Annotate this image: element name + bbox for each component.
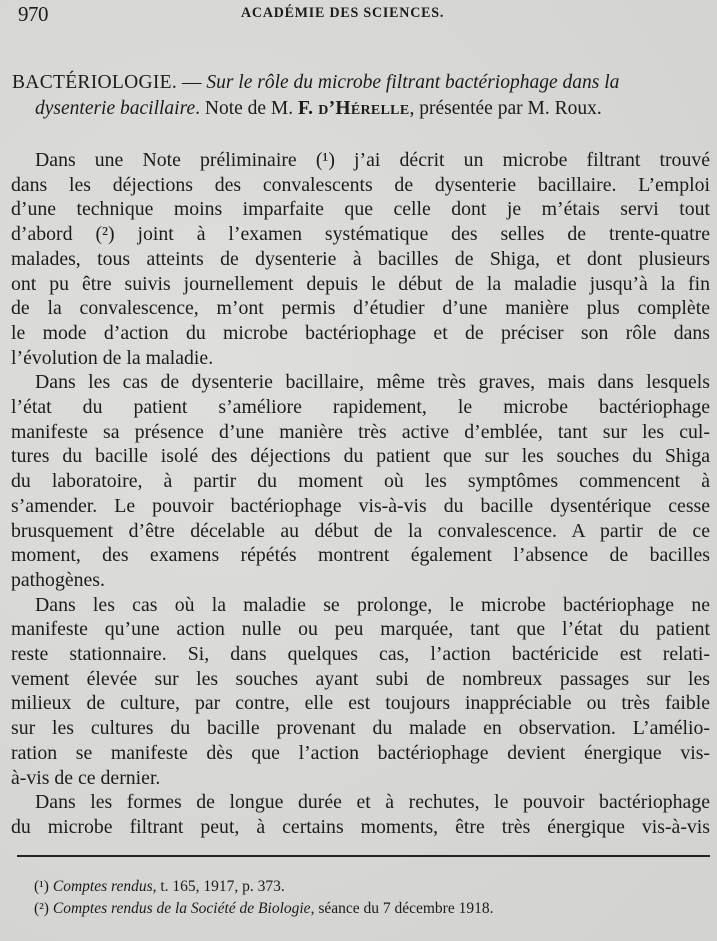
footnote-details: , t. 165, 1917, p. 373. — [152, 878, 285, 895]
text-line: reste stationnaire. Si, dans quelques cas, l’action bactéricide est relati- — [11, 643, 710, 666]
title-line-2 — [12, 96, 712, 122]
text-line: malades, tous atteints de dysenterie à bacilles de Shiga, et dont plusieurs — [11, 247, 710, 270]
body-text — [11, 148, 710, 840]
text-line: dans les déjections des convalescents de dysenterie bacillaire. L’emploi — [11, 173, 710, 196]
footnote-1 — [34, 876, 493, 898]
title-text-part-2: dysenterie bacillaire — [35, 98, 196, 119]
text-line: manifeste qu’une action nulle ou peu marquée, tant que l’état du patient — [11, 618, 710, 641]
footnote-divider — [17, 855, 710, 857]
section-label: BACTÉRIOLOGIE. — [12, 72, 178, 93]
running-head — [18, 2, 717, 26]
article-title — [12, 70, 712, 122]
text-line: Dans les cas où la maladie se prolonge, le microbe bactériophage ne — [35, 593, 710, 616]
text-line: ration se manifeste dès que l’action bactériophage devient énergique vis- — [11, 741, 710, 764]
text-line: l’état du patient s’améliore rapidement, le microbe bactériophage — [11, 396, 710, 419]
text-line: brusquement d’être décelable au début de la convalescence. A partir de ce — [11, 519, 710, 542]
paragraph-4 — [11, 790, 710, 839]
footnote-source: Comptes rendus de la Société de Biologie — [52, 900, 311, 917]
paragraph-3 — [11, 593, 710, 791]
note-suffix: , présentée par M. Roux. — [409, 98, 602, 119]
text-line: milieux de culture, par contre, elle est toujours inappréciable ou très faible — [11, 692, 710, 715]
author-name: d’Hérelle — [313, 98, 410, 119]
text-line: vement élevée sur les souches ayant subi de nombreux passages sur les — [11, 667, 710, 690]
text-line: du microbe filtrant peut, à certains moments, être très énergique vis-à-vis — [11, 815, 710, 838]
page-number: 970 — [18, 2, 48, 26]
footnote-details: , séance du 7 décembre 1918. — [310, 900, 494, 917]
footnote-marker: (²) — [34, 900, 53, 917]
footnote-2 — [34, 898, 493, 920]
text-line: pathogènes. — [11, 568, 105, 591]
note-prefix: . Note de M. — [195, 98, 299, 119]
paragraph-2 — [11, 370, 710, 592]
text-line: moment, des examens répétés montrent également l’absence de bacilles — [11, 544, 710, 567]
text-line: Dans une Note préliminaire (¹) j’ai décrit un microbe filtrant trouvé — [35, 149, 710, 171]
text-line: d’abord (²) joint à l’examen systématique des selles de trente-quatre — [11, 223, 710, 246]
footnotes — [34, 876, 493, 920]
text-line: le mode d’action du microbe bactériophage et de préciser son rôle dans — [11, 321, 710, 344]
text-line: ont pu être suivis journellement depuis le début de la maladie jusqu’à la fin — [11, 272, 710, 295]
title-line-1 — [12, 70, 712, 96]
text-line: Dans les formes de longue durée et à rechutes, le pouvoir bactériophage — [35, 791, 710, 814]
text-line: d’une technique moins imparfaite que celle dont je m’étais servi tout — [11, 198, 710, 221]
text-line: à-vis de ce dernier. — [11, 766, 161, 789]
text-line: manifeste sa présence d’une manière très active d’emblée, tant sur les cul- — [11, 420, 710, 443]
text-line: tures du bacille isolé des déjections du patient que sur les souches du Shiga — [11, 445, 710, 468]
text-line: l’évolution de la maladie. — [11, 346, 214, 369]
footnote-source: Comptes rendus — [52, 878, 153, 895]
paragraph-1 — [11, 148, 710, 370]
title-text-part-1: Sur le rôle du microbe filtrant bactériophage dans la — [206, 72, 620, 93]
text-line: du laboratoire, à partir du moment où les symptômes commencent à — [11, 470, 710, 493]
title-dash: — — [177, 72, 207, 93]
author-initial: F. — [298, 98, 314, 119]
text-line: Dans les cas de dysenterie bacillaire, même très graves, mais dans lesquels — [35, 371, 710, 394]
footnote-marker: (¹) — [34, 878, 53, 895]
text-line: sur les cultures du bacille provenant du malade en observation. L’amélio- — [11, 717, 710, 740]
text-line: s’amender. Le pouvoir bactériophage vis-à-vis du bacille dysentérique cesse — [11, 494, 710, 517]
text-line: de la convalescence, m’ont permis d’étudier d’une manière plus complète — [11, 297, 710, 320]
journal-title: ACADÉMIE DES SCIENCES. — [241, 5, 445, 22]
